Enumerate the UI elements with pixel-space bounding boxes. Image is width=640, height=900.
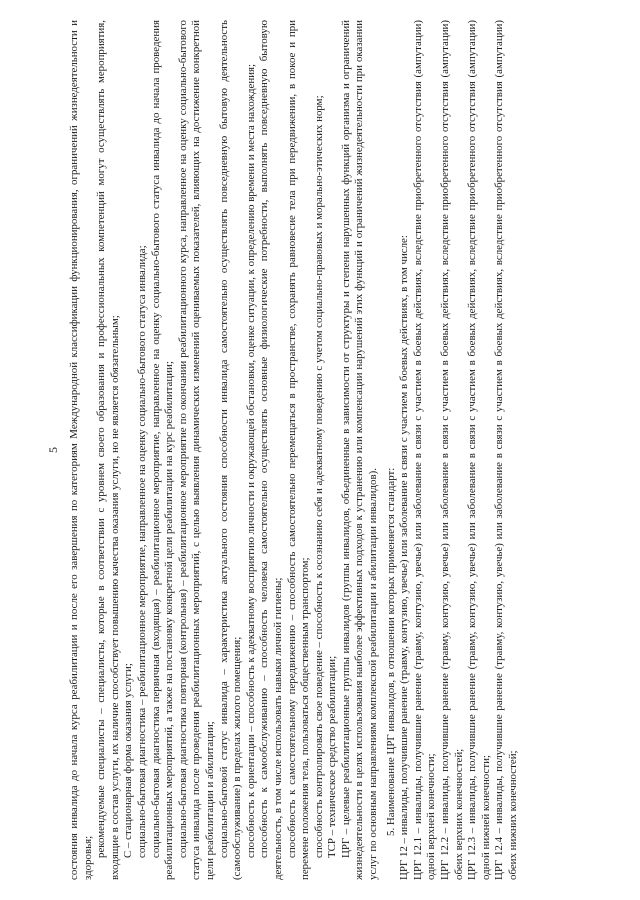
paragraph: состояния инвалида до начала курса реабилитации и после его завершения по категориям Международной классификации функционирования, ограничений жизнедеятельности и здоровья;	[68, 20, 94, 880]
paragraph: способность контролировать свое поведение – способность к осознанию себя и адекватному поведению с учетом социально-правовых и морально-этических норм;	[312, 95, 325, 858]
body-text	[68, 20, 521, 880]
paragraph: С – стационарная форма оказания услуги;	[122, 663, 135, 858]
paragraph: ТСР – техническое средство реабилитации;	[326, 655, 339, 858]
paragraph: социально-бытовой статус инвалида – характеристика актуального состояния способности инвалида самостоятельно осуществлять повседневную бытовую деятельность (самообслуживание) в пределах жилого помещения;	[217, 20, 244, 880]
rotated-content	[40, 20, 600, 880]
paragraph: ЦРГ 12.3 – инвалиды, получившие ранение (травму, контузию, увечье) или заболевание в связи с участием в боевых действиях, вследствие приобретенного отсутствия (ампутации) одной нижней конечности;	[466, 20, 492, 880]
paragraph: ЦРГ 12 – инвалиды, получившие ранение (травму, контузию, увечье) или заболевание в связи с участием в боевых действиях, в том числе:	[398, 235, 411, 880]
paragraph: 5. Наименование ЦРГ инвалидов, в отношении которых применяется стандарт:	[384, 467, 397, 836]
paragraph: ЦРГ 12.4 – инвалиды, получившие ранение (травму, контузию, увечье) или заболевание в связи с участием в боевых действиях, вследствие приобретенного отсутствия (ампутации) обеих нижних конечностей;	[493, 20, 519, 880]
paragraph: социально-бытовая диагностика повторная (контрольная) – реабилитационное мероприятие по окончании реабилитационного курса, направленное на оценку социально-бытового статуса инвалида после проведения реабилитационных мероприятий, с целью выявления динамических изменений оцениваемых показателей, влияющих на достижение конкретной цели реабилитации и абилитации;	[176, 20, 216, 880]
paragraph: социально-бытовая диагностика первичная (входящая) – реабилитационное мероприятие, направленное на оценку социально-бытового статуса инвалида до начала проведения реабилитационных мероприятий, а также на постановку конкретной цели реабилитации на курс реабилитации;	[149, 20, 176, 880]
paragraph: способность к самостоятельному передвижению – способность самостоятельно перемещаться в пространстве, сохранять равновесие тела при передвижении, в покое и при перемене положения тела, пользоваться общественным транспортом;	[285, 20, 312, 880]
page-number: 5	[46, 447, 60, 453]
paragraph: способность к самообслуживанию – способность человека самостоятельно осуществлять основные физиологические потребности, выполнять повседневную бытовую деятельность, в том числе использовать навыки личной гигиены;	[258, 20, 284, 880]
paragraph: ЦРГ – целевые реабилитационные группы инвалидов (группы инвалидов, объединенные в зависимости от структуры и степени нарушенных функций организма и ограничений жизнедеятельности в целях использования наиболее эффективных подходов к устранению или компенсации нарушений этих функций и ограничений жизнедеятельности при оказании услуг по основным направлениям комплексной реабилитации и абилитации инвалидов).	[339, 20, 380, 880]
paragraph: социально-бытовая диагностика – реабилитационное мероприятие, направленное на оценку социально-бытового статуса инвалида;	[135, 245, 148, 858]
paragraph: способность к ориентации – способность к адекватному восприятию личности и окружающей обстановки, оценке ситуации, к определению времени и места нахождения;	[244, 63, 257, 858]
paragraph: ЦРГ 12.1 – инвалиды, получившие ранение (травму, контузию, увечье) или заболевание в связи с участием в боевых действиях, вследствие приобретенного отсутствия (ампутации) одной верхней конечности;	[411, 20, 438, 880]
paragraph: рекомендуемые специалисты – специалисты, которые в соответствии с уровнем своего образования и профессиональных компетенций могут осуществлять мероприятия, входящие в состав услуги, их наличие способствует повышению качества оказания услуги, но не является обязательным;	[95, 20, 121, 880]
paragraph: ЦРГ 12.2 – инвалиды, получившие ранение (травму, контузию, увечье) или заболевание в связи с участием в боевых действиях, вследствие приобретенного отсутствия (ампутации) обеих верхних конечностей;	[439, 20, 465, 880]
